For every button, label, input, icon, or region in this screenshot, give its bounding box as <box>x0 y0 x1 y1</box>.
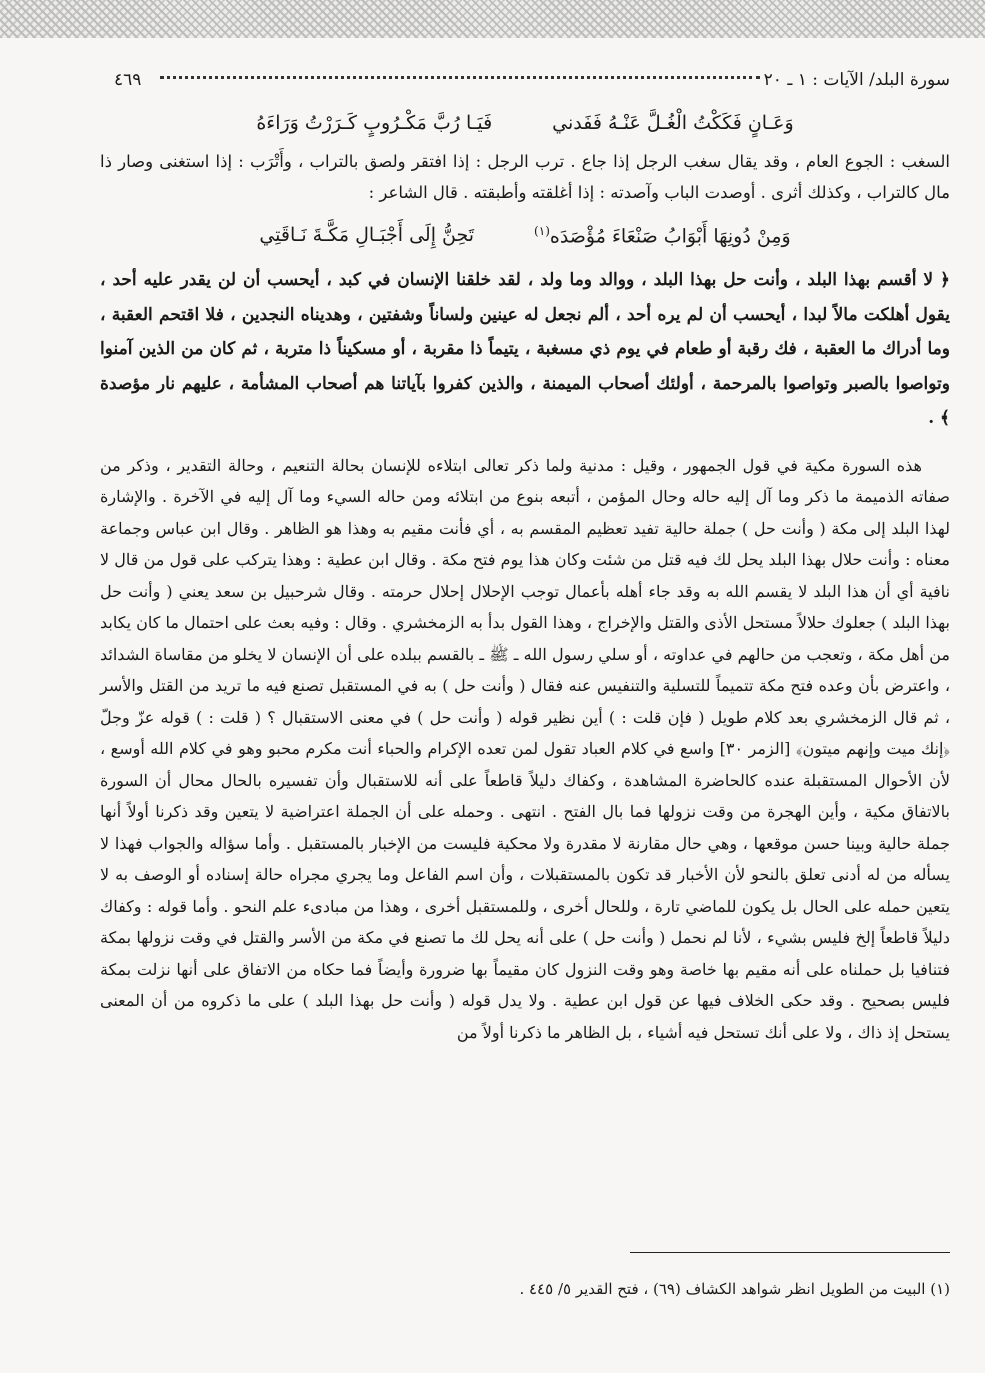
decorative-top-border <box>0 0 985 38</box>
footnote-marker: (١) <box>534 224 550 238</box>
running-header <box>100 62 950 96</box>
quran-passage: ﴿ لا أقسم بهذا البلد ، وأنت حل بهذا البلد ، ووالد وما ولد ، لقد خلقنا الإنسان في كبد ، أيحسب أن لن يقدر عليه أحد ، يقول أهلكت مالاً لبدا ، أيحسب أن لم يره أحد ، ألم نجعل له عينين ولساناً وشفتين ، وهديناه النجدين ، فلا اقتحم العقبة ، وما أدراك ما العقبة ، فك رقبة أو طعام في يوم ذي مسغبة ، يتيماً ذا مقربة ، أو مسكيناً ذا متربة ، ثم كان من الذين آمنوا وتواصوا بالصبر وتواصوا بالمرحمة ، أولئك أصحاب الميمنة ، والذين كفروا بآياتنا هم أصحاب المشأمة ، عليهم نار مؤصدة ﴾ . <box>100 270 950 429</box>
footnote: (١) البيت من الطويل انظر شواهد الكشاف (٦٩) ، فتح القدير ٥/ ٤٤٥ . <box>519 1280 950 1298</box>
word-definitions: السغب : الجوع العام ، وقد يقال سغب الرجل إذا جاع . ترب الرجل : إذا افتقر ولصق بالتراب ، وأَتْرَب : إذا استغنى وصار ذا مال كالتراب ، وكذلك أثرى . أوصدت الباب وآصدته : إذا أغلقته وأطبقته . قال الشاعر : <box>100 152 950 202</box>
footnote-divider <box>630 1252 950 1253</box>
leader-dots <box>160 76 760 79</box>
sura-title: سورة البلد/ الآيات : ١ ـ ٢٠ <box>763 70 950 90</box>
poem-hemistich-left: تَحِنُّ إِلَى أَجْبَـالِ مَكَّـةَ نَـاقَتِي <box>259 224 475 246</box>
poem-verse-2 <box>100 224 950 247</box>
poem-hemistich-right <box>534 224 791 247</box>
commentary-text: هذه السورة مكية في قول الجمهور ، وقيل : مدنية ولما ذكر تعالى ابتلاءه للإنسان بحالة التنعيم ، وحالة التقدير ، وذكر من صفاته الذميمة ما ذكر وما آل إليه حاله وحال المؤمن ، أتبعه بنوع من ابتلائه ومن حاله السيء وما آل إليه في الآخرة . والإشارة لهذا البلد إلى مكة ( وأنت حل ) جملة حالية تفيد تعظيم المقسم به ، أي فأنت مقيم به وهذا هو الظاهر . وقال ابن عباس وجماعة معناه : وأنت حلال بهذا البلد يحل لك فيه قتل من شئت وكان هذا يوم فتح مكة . وقال ابن عطية : وهذا يتركب على قول من قال لا نافية أي أن هذا البلد لا يقسم الله به وقد جاء أهله بأعمال توجب الإحلال إحلال حرمته . وقال شرحبيل بن سعد يعني ( وأنت حل بهذا البلد ) جعلوك حلالاً مستحل الأذى والقتل والإخراج ، وهذا القول بدأ به الزمخشري . وقال : وفيه بعث على احتمال ما كان يكابد من أهل مكة ، وتعجب من حالهم في عداوته ، أو سلي رسول الله ـ ﷺ ـ بالقسم ببلده على أن الإنسان لا يخلو من مقاساة الشدائد ، واعترض بأن وعده فتح مكة تتميماً للتسلية والتنفيس عنه فقال ( وأنت حل ) به في المستقبل تصنع فيه ما تريد من القتل والأسر ، ثم قال الزمخشري بعد كلام طويل ( فإن قلت : ) أين نظير قوله ( وأنت حل ) في معنى الاستقبال ؟ ( قلت : ) قوله عزّ وجلّ ﴿إنك ميت وإنهم ميتون﴾ [الزمر ٣٠] واسع في كلام العباد تقول لمن تعده الإكرام والحباء أنت مكرم محبو وهو في كلام الله أوسع ، لأن الأحوال المستقبلة عنده كالحاضرة المشاهدة ، وكفاك دليلاً قاطعاً على أنه للاستقبال وأن تفسيره بالحال محال أن السورة بالاتفاق مكية ، وأين الهجرة من وقت نزولها فما بال الفتح . انتهى . وحمله على أن الجملة اعتراضية لا يتعين وقد ذكرنا أولاً أنها جملة حالية وبينا حسن موقعها ، وهي حال مقارنة لا مقدرة ولا محكية فليست من الإخبار بالمستقبل . وأما سؤاله والجواب فهذا لا يسأله من له أدنى تعلق بالنحو لأن الأخبار قد تكون بالمستقبلات ، وأن اسم الفاعل وما يجري مجراه حالة إسناده أو الوصف به لا يتعين حمله على الحال بل يكون للماضي تارة ، وللحال أخرى ، وللمستقبل أخرى ، وهذا من مبادىء علم النحو . وأما قوله : وكفاك دليلاً قاطعاً إلخ فليس بشيء ، لأنا لم نحمل ( وأنت حل ) على أنه يحل لك ما تصنع في مكة من الأسر والقتل في وقت نزولها بمكة فتنافيا بل حملناه على أنه مقيم بها خاصة وهو وقت النزول كان مقيماً بها ضرورة وأيضاً فما حكاه من الاتفاق على أنها نزلت بمكة فليس بصحيح . وقد حكى الخلاف فيها عن قول ابن عطية . ولا يدل قوله ( وأنت حل بهذا البلد ) على ما ذكروه من أن المعنى يستحل إذ ذاك ، ولا على أنك تستحل فيه أشياء ، بل الظاهر ما ذكرنا أولاً من <box>100 455 951 1042</box>
page-content <box>100 62 951 1298</box>
poem-hemistich-right: وَعَـانٍ فَكَكْتُ الْغُـلَّ عَنْـهُ فَفَدني <box>552 112 794 134</box>
poem-verse-1 <box>100 112 950 134</box>
page-number: ٤٦٩ <box>114 70 142 90</box>
poem-hemistich-left: فَيَـا رُبَّ مَكْـرُوبٍ كَـرَرْتُ وَرَاءَهُ <box>256 112 493 134</box>
poem-hemistich-right-text: وَمِنْ دُونِهَا أَبْوَابُ صَنْعَاءَ مُؤْصَدَه <box>549 225 791 248</box>
